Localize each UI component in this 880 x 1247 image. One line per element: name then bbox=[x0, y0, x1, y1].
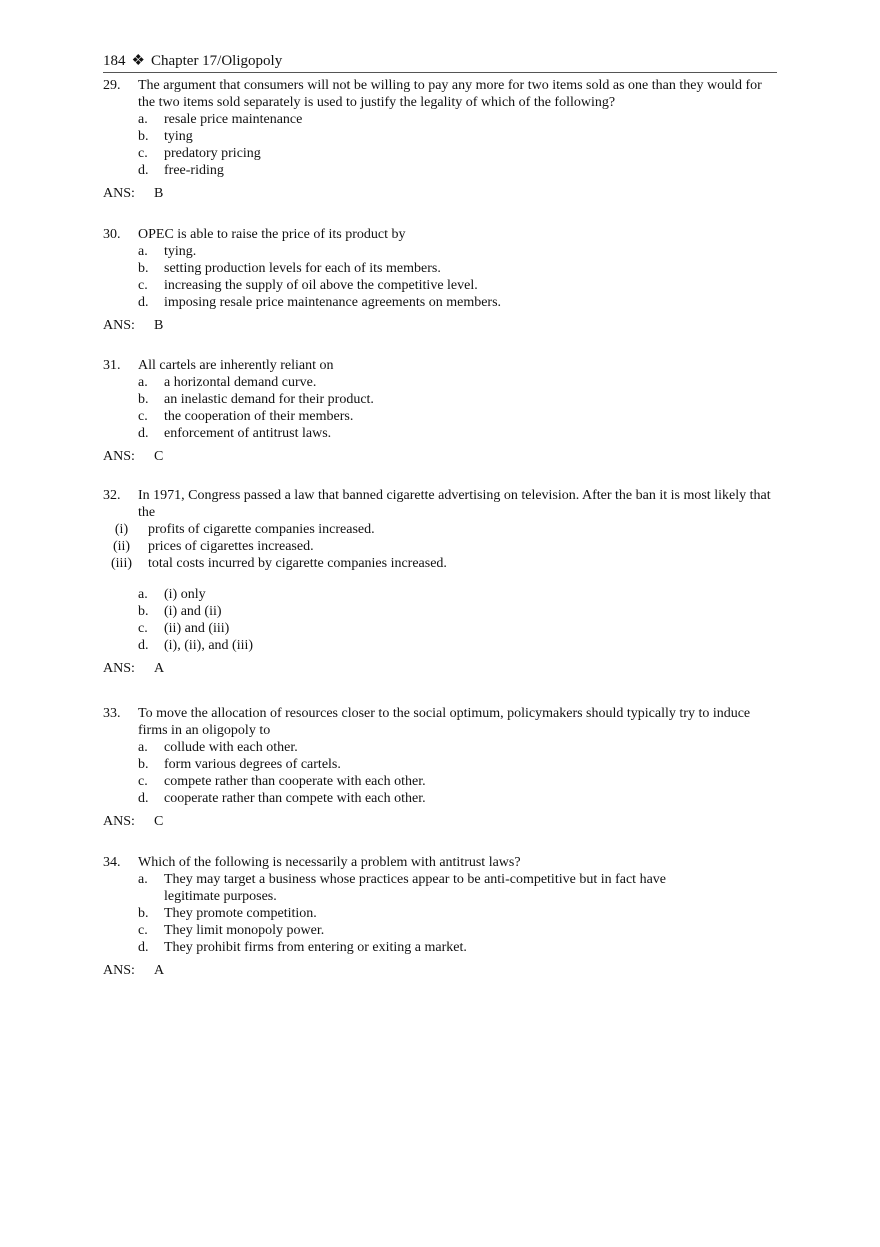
question-number: 31. bbox=[103, 358, 121, 373]
choice-text: tying. bbox=[164, 244, 197, 259]
answer-label: ANS: bbox=[103, 186, 135, 201]
choice-text: increasing the supply of oil above the competitive level. bbox=[164, 278, 478, 293]
choice-b bbox=[138, 391, 773, 408]
choice-label: a. bbox=[138, 740, 148, 755]
choice-c bbox=[138, 145, 773, 162]
choice-list bbox=[138, 111, 773, 179]
answer-line bbox=[103, 317, 773, 334]
choice-c bbox=[138, 620, 773, 637]
answer-line bbox=[103, 813, 773, 830]
diamond-icon: ❖ bbox=[131, 53, 145, 69]
choice-label: b. bbox=[138, 604, 149, 619]
question-number: 34. bbox=[103, 855, 121, 870]
choice-label: d. bbox=[138, 791, 149, 806]
choice-b bbox=[138, 260, 773, 277]
answer-label: ANS: bbox=[103, 963, 135, 978]
statement-text: prices of cigarettes increased. bbox=[148, 539, 314, 554]
question-number: 30. bbox=[103, 227, 121, 242]
answer-line bbox=[103, 185, 773, 202]
question-number: 29. bbox=[103, 78, 121, 93]
answer-value: A bbox=[154, 963, 165, 978]
choice-text: the cooperation of their members. bbox=[164, 409, 354, 424]
statement-ii bbox=[95, 538, 773, 555]
statement-list bbox=[103, 521, 773, 572]
choice-text: (i) only bbox=[164, 587, 206, 602]
choice-a bbox=[138, 374, 773, 391]
choice-text: cooperate rather than compete with each other. bbox=[164, 791, 426, 806]
choice-a bbox=[138, 739, 773, 756]
answer-value: C bbox=[154, 449, 164, 464]
choice-a bbox=[138, 586, 773, 603]
statement-text: total costs incurred by cigarette companies increased. bbox=[148, 556, 447, 571]
question-30 bbox=[103, 226, 773, 334]
choice-b bbox=[138, 128, 773, 145]
choice-label: a. bbox=[138, 872, 148, 887]
page-number: 184 bbox=[103, 53, 126, 69]
question-number: 32. bbox=[103, 488, 121, 503]
choice-label: d. bbox=[138, 295, 149, 310]
statement-i bbox=[95, 521, 773, 538]
choice-text: They may target a business whose practices appear to be anti-competitive but in fact have legitimate purposes. bbox=[164, 872, 667, 904]
choice-d bbox=[138, 425, 773, 442]
choice-text: imposing resale price maintenance agreements on members. bbox=[164, 295, 502, 310]
choice-b bbox=[138, 756, 773, 773]
choice-list bbox=[138, 739, 773, 807]
statement-label: (i) bbox=[114, 522, 129, 537]
choice-d bbox=[138, 790, 773, 807]
chapter-title: Chapter 17/Oligopoly bbox=[150, 53, 283, 69]
choice-d bbox=[138, 637, 773, 654]
statement-label: (iii) bbox=[111, 556, 132, 571]
answer-label: ANS: bbox=[103, 661, 135, 676]
choice-text: predatory pricing bbox=[164, 146, 261, 161]
choice-label: d. bbox=[138, 638, 149, 653]
choice-d bbox=[138, 939, 773, 956]
page-header bbox=[103, 51, 777, 73]
choice-label: c. bbox=[138, 923, 148, 938]
question-stem: All cartels are inherently reliant on bbox=[138, 358, 334, 373]
choice-label: b. bbox=[138, 906, 149, 921]
choice-text: They limit monopoly power. bbox=[164, 923, 325, 938]
choice-label: a. bbox=[138, 587, 148, 602]
choice-c bbox=[138, 773, 773, 790]
choice-a bbox=[138, 871, 773, 905]
choice-a bbox=[138, 111, 773, 128]
choice-label: d. bbox=[138, 426, 149, 441]
question-stem: The argument that consumers will not be willing to pay any more for two items sold as one than they would for the two items sold separately is used to justify the legality of which of the following? bbox=[138, 78, 762, 110]
question-stem: To move the allocation of resources closer to the social optimum, policymakers should typically try to induce firms in an oligopoly to bbox=[138, 706, 751, 738]
answer-label: ANS: bbox=[103, 449, 135, 464]
choice-c bbox=[138, 922, 773, 939]
choice-text: They prohibit firms from entering or exiting a market. bbox=[164, 940, 467, 955]
choice-label: d. bbox=[138, 163, 149, 178]
choice-list bbox=[138, 374, 773, 442]
choice-d bbox=[138, 162, 773, 179]
choice-label: c. bbox=[138, 146, 148, 161]
choice-label: b. bbox=[138, 129, 149, 144]
choice-c bbox=[138, 408, 773, 425]
answer-value: B bbox=[154, 318, 164, 333]
choice-b bbox=[138, 603, 773, 620]
choice-label: a. bbox=[138, 375, 148, 390]
choice-a bbox=[138, 243, 773, 260]
choice-text: setting production levels for each of its members. bbox=[164, 261, 441, 276]
choice-text: tying bbox=[164, 129, 193, 144]
answer-line bbox=[103, 962, 773, 979]
choice-label: a. bbox=[138, 112, 148, 127]
choice-text: (ii) and (iii) bbox=[164, 621, 230, 636]
answer-value: B bbox=[154, 186, 164, 201]
question-31 bbox=[103, 357, 773, 465]
choice-label: c. bbox=[138, 278, 148, 293]
choice-text: (i), (ii), and (iii) bbox=[164, 638, 254, 653]
choice-text: form various degrees of cartels. bbox=[164, 757, 341, 772]
choice-d bbox=[138, 294, 773, 311]
choice-text: (i) and (ii) bbox=[164, 604, 222, 619]
choice-list bbox=[138, 586, 773, 654]
choice-text: free-riding bbox=[164, 163, 224, 178]
statement-iii bbox=[95, 555, 773, 572]
choice-text: collude with each other. bbox=[164, 740, 298, 755]
question-33 bbox=[103, 705, 773, 830]
question-stem: In 1971, Congress passed a law that banned cigarette advertising on television. After the ban it is most likely that the bbox=[138, 488, 771, 520]
choice-label: c. bbox=[138, 409, 148, 424]
choice-label: b. bbox=[138, 392, 149, 407]
answer-label: ANS: bbox=[103, 814, 135, 829]
choice-text: a horizontal demand curve. bbox=[164, 375, 317, 390]
answer-value: C bbox=[154, 814, 164, 829]
choice-text: They promote competition. bbox=[164, 906, 317, 921]
question-number: 33. bbox=[103, 706, 121, 721]
choice-label: d. bbox=[138, 940, 149, 955]
choice-label: a. bbox=[138, 244, 148, 259]
choice-b bbox=[138, 905, 773, 922]
question-29 bbox=[103, 77, 773, 202]
choice-label: c. bbox=[138, 621, 148, 636]
choice-text: an inelastic demand for their product. bbox=[164, 392, 374, 407]
question-stem: Which of the following is necessarily a problem with antitrust laws? bbox=[138, 855, 521, 870]
statement-label: (ii) bbox=[112, 539, 131, 554]
question-34 bbox=[103, 854, 773, 979]
choice-list bbox=[138, 871, 773, 956]
statement-text: profits of cigarette companies increased. bbox=[148, 522, 375, 537]
choice-text: compete rather than cooperate with each other. bbox=[164, 774, 426, 789]
choice-label: b. bbox=[138, 757, 149, 772]
choice-c bbox=[138, 277, 773, 294]
choice-list bbox=[138, 243, 773, 311]
choice-label: b. bbox=[138, 261, 149, 276]
answer-label: ANS: bbox=[103, 318, 135, 333]
question-stem: OPEC is able to raise the price of its product by bbox=[138, 227, 406, 242]
answer-value: A bbox=[154, 661, 165, 676]
choice-text: resale price maintenance bbox=[164, 112, 303, 127]
question-32 bbox=[103, 487, 773, 677]
choice-label: c. bbox=[138, 774, 148, 789]
answer-line bbox=[103, 660, 773, 677]
choice-text: enforcement of antitrust laws. bbox=[164, 426, 332, 441]
answer-line bbox=[103, 448, 773, 465]
